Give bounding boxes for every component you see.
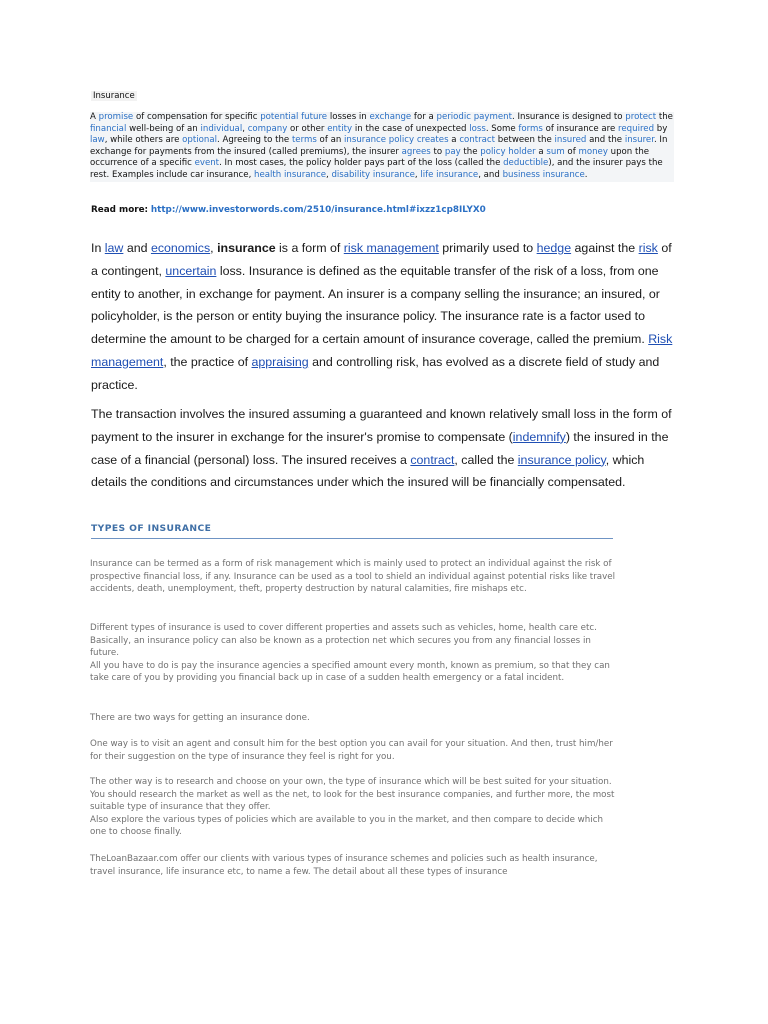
link-contract[interactable]: contract: [459, 135, 496, 146]
link-appraising[interactable]: appraising: [251, 354, 309, 369]
link-terms[interactable]: terms: [291, 135, 317, 146]
excerpt-title: Insurance: [93, 91, 135, 101]
link-pay[interactable]: pay: [444, 146, 461, 157]
excerpt-definition: A promise of compensation for specific potential future losses in exchange for a periodic payment. Insurance is designed to protect the financial well-being of an individual, company or other entity in the case of unexpected loss. Some forms of insurance are required by law, while others are optional. Agreeing to the terms of an insurance policy creates a contract between the insured and the insurer. In exchange for payments from the insured (called premiums), the insurer agrees to pay the policy holder a sum of money upon the occurrence of a specific event. In most cases, the policy holder pays part of the loss (called the deductible), and the insurer pays the rest. Examples include car insurance, health insurance, disability insurance, life insurance, and business insurance.: [90, 112, 673, 180]
types-paragraph-2: Different types of insurance is used to cover different properties and assets such as vehicles, home, health care etc. Basically, an insurance policy can also be known as a protection net which secures you from any financial losses in future. All you have to do is pay the insurance agencies a specified amount every month, known as premium, so that they can take care of you by providing you financial back up in case of a sudden health emergency or a fatal incident.: [90, 623, 610, 684]
link-promise[interactable]: promise: [98, 112, 134, 122]
link-insurer[interactable]: insurer: [624, 135, 654, 146]
read-more: [91, 205, 486, 215]
link-risk-management[interactable]: risk management: [343, 241, 439, 255]
types-paragraph-3: There are two ways for getting an insurance done.: [90, 713, 310, 723]
link-insured[interactable]: insured: [554, 135, 587, 146]
link-agrees[interactable]: agrees: [401, 146, 431, 157]
types-paragraph-4: One way is to visit an agent and consult him for the best option you can avail for your situation. And then, trust him/her for their suggestion on the type of insurance they feel is right for you.: [90, 739, 613, 762]
read-more-url[interactable]: http://www.investorwords.com/2510/insurance.html#ixzz1cp8ILYX0: [150, 205, 486, 215]
link-contract-wiki[interactable]: contract: [410, 452, 455, 467]
link-money[interactable]: money: [578, 146, 608, 157]
link-risk[interactable]: risk: [638, 241, 658, 255]
link-business-insurance[interactable]: business insurance: [502, 169, 585, 180]
wiki-paragraph-2: The transaction involves the insured assuming a guaranteed and known relatively small loss in the form of payment to the insurer in exchange for the insurer's promise to compensate (indemnify) the insured in the case of a financial (personal) loss. The insured receives a contract, called the insurance policy, which details the conditions and circumstances under which the insured will be financially compensated.: [91, 407, 672, 490]
link-entity[interactable]: entity: [327, 123, 353, 134]
link-uncertain[interactable]: uncertain: [165, 263, 217, 278]
link-health-insurance[interactable]: health insurance: [254, 169, 326, 180]
types-heading: TYPES OF INSURANCE: [91, 523, 613, 539]
link-insurance-policy-wiki[interactable]: insurance policy: [517, 452, 606, 467]
wiki-paragraph-1: In law and economics, insurance is a form of risk management primarily used to hedge against the risk of a contingent, uncertain loss. Insurance is defined as the equitable transfer of the risk of a loss, from one entity to another, in exchange for payment. An insurer is a company selling the insurance; an insured, or policyholder, is the person or entity buying the insurance policy. The insurance rate is a factor used to determine the amount to be charged for a certain amount of insurance coverage, called the premium. Risk management, the practice of appraising and controlling risk, has evolved as a discrete field of study and practice.: [91, 241, 673, 392]
link-economics[interactable]: economics: [150, 241, 211, 255]
link-periodic-payment[interactable]: periodic payment: [436, 112, 512, 122]
types-paragraph-1: Insurance can be termed as a form of risk management which is mainly used to protect an individual against the risk of prospective financial loss, if any. Insurance can be used as a tool to shield an individual against potential risks like travel accidents, death, unemployment, theft, property destruction by natural calamities, fire mishaps etc.: [90, 559, 616, 595]
term-insurance: insurance: [217, 241, 276, 255]
link-deductible[interactable]: deductible: [503, 158, 549, 169]
link-creates[interactable]: creates: [416, 135, 449, 146]
link-potential-future[interactable]: potential future: [260, 112, 328, 122]
types-paragraph-6: TheLoanBazaar.com offer our clients with various types of insurance schemes and policies such as health insurance, travel insurance, life insurance etc, to name a few. The detail about all these types of insurance: [90, 854, 598, 877]
link-company[interactable]: company: [247, 123, 288, 134]
link-risk-management-2[interactable]: Risk management: [91, 332, 673, 369]
link-indemnify[interactable]: indemnify: [512, 429, 566, 444]
link-law-wiki[interactable]: law: [104, 241, 124, 255]
link-event[interactable]: event: [194, 158, 220, 169]
link-policy-holder[interactable]: policy holder: [480, 146, 536, 157]
link-required[interactable]: required: [618, 123, 655, 134]
link-insurance-policy[interactable]: insurance policy: [344, 135, 415, 146]
link-optional[interactable]: optional: [182, 135, 217, 146]
link-life-insurance[interactable]: life insurance: [420, 169, 479, 180]
link-exchange[interactable]: exchange: [369, 112, 412, 122]
link-disability-insurance[interactable]: disability insurance: [331, 169, 415, 180]
link-protect[interactable]: protect: [625, 112, 657, 122]
types-paragraph-5: The other way is to research and choose on your own, the type of insurance which will be best suited for your situation. You should research the market as well as the net, to look for the best insurance companies, and further more, the most suitable type of insurance that they offer. Also explore the various types of policies which are available to you in the market, and then compare to decide which one to choose finally.: [90, 777, 615, 838]
read-more-label: Read more:: [91, 205, 149, 215]
link-law[interactable]: law: [90, 135, 105, 146]
link-forms[interactable]: forms: [518, 123, 543, 134]
link-financial[interactable]: financial: [90, 123, 127, 134]
link-loss[interactable]: loss: [469, 123, 486, 134]
link-hedge[interactable]: hedge: [536, 241, 572, 255]
link-sum[interactable]: sum: [546, 146, 565, 157]
link-individual[interactable]: individual: [200, 123, 243, 134]
